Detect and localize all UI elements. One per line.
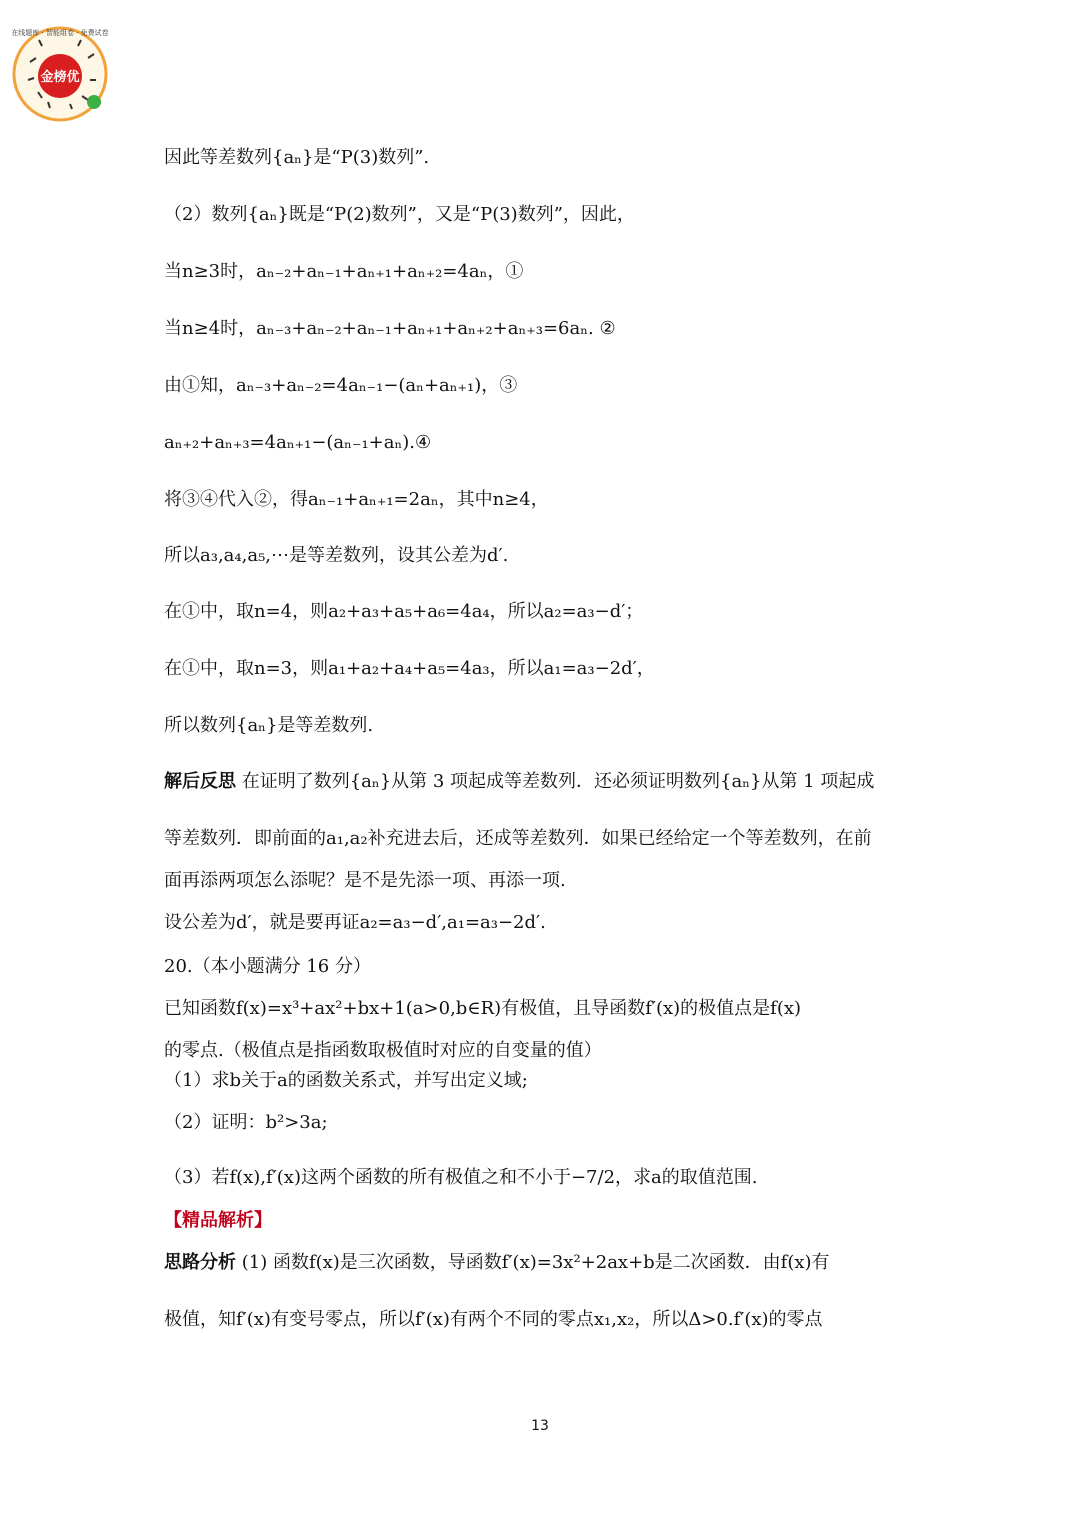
question-stem: 已知函数f(x)=x³+ax²+bx+1(a>0,b∈R)有极值，且导函数f′(x)的极值点是f(x) (164, 998, 802, 1019)
text-line-1: 因此等差数列{aₙ}是“P(3)数列”. (164, 147, 430, 168)
text-line-15: 设公差为d′，就是要再证a₂=a₃−d′,a₁=a₃−2d′. (164, 912, 546, 933)
text-line-13: 等差数列．即前面的a₁,a₂补充进去后，还成等差数列．如果已经给定一个等差数列，在前 (164, 828, 872, 849)
text-line-11: 所以数列{aₙ}是等差数列. (164, 715, 374, 736)
analysis-paragraph (164, 1248, 930, 1278)
text-line-14: 面再添两项怎么添呢？是不是先添一项、再添一项. (164, 870, 566, 891)
text-line-9: 在①中，取n=4，则a₂+a₃+a₅+a₆=4a₄，所以a₂=a₃−d′； (164, 601, 644, 622)
solution-heading: 【精品解析】 (164, 1210, 272, 1231)
question-stem-cont: 的零点.（极值点是指函数取极值时对应的自变量的值） (164, 1040, 602, 1061)
text-line-6: aₙ₊₂+aₙ₊₃=4aₙ₊₁−(aₙ₋₁+aₙ).④ (164, 432, 432, 453)
analysis-label: 思路分析 (164, 1252, 236, 1273)
reflection-label: 解后反思 (164, 771, 236, 792)
text-line-10: 在①中，取n=3，则a₁+a₂+a₄+a₅=4a₃，所以a₁=a₃−2d′， (164, 658, 655, 679)
text-line-7: 将③④代入②，得aₙ₋₁+aₙ₊₁=2aₙ，其中n≥4， (164, 489, 549, 510)
reflection-text: 在证明了数列{aₙ}从第 3 项起成等差数列．还必须证明数列{aₙ}从第 1 项起成 (241, 771, 875, 792)
page-number: 13 (531, 1418, 549, 1434)
brand-logo (8, 22, 112, 122)
subquestion-2: （2）证明：b²>3a; (164, 1112, 328, 1133)
text-line-24: 极值，知f′(x)有变号零点，所以f′(x)有两个不同的零点x₁,x₂，所以Δ>0.f′(x)的零点 (164, 1309, 823, 1330)
text-line-4: 当n≥4时，aₙ₋₃+aₙ₋₂+aₙ₋₁+aₙ₊₁+aₙ₊₂+aₙ₊₃=6aₙ. ② (164, 318, 616, 339)
text-line-2: （2）数列{aₙ}既是“P(2)数列”，又是“P(3)数列”，因此， (164, 204, 635, 225)
logo-brand-text: 金榜优 (40, 70, 80, 85)
text-line-3: 当n≥3时，aₙ₋₂+aₙ₋₁+aₙ₊₁+aₙ₊₂=4aₙ，① (164, 261, 524, 282)
question-heading: 20.（本小题满分 16 分） (164, 956, 371, 977)
subquestion-1: （1）求b关于a的函数关系式，并写出定义域; (164, 1070, 528, 1091)
text-line-5: 由①知，aₙ₋₃+aₙ₋₂=4aₙ₋₁−(aₙ+aₙ₊₁)，③ (164, 375, 518, 396)
reflection-paragraph (164, 767, 930, 797)
subquestion-3: （3）若f(x),f′(x)这两个函数的所有极值之和不小于−7/2，求a的取值范围. (164, 1167, 758, 1188)
text-line-8: 所以a₃,a₄,a₅,⋯是等差数列，设其公差为d′. (164, 545, 509, 566)
logo-arc-text: 在线题库 · 智能组卷 · 免费试卷 (11, 29, 109, 37)
analysis-text: (1) 函数f(x)是三次函数，导函数f′(x)=3x²+2ax+b是二次函数．由f(x)有 (241, 1252, 830, 1273)
